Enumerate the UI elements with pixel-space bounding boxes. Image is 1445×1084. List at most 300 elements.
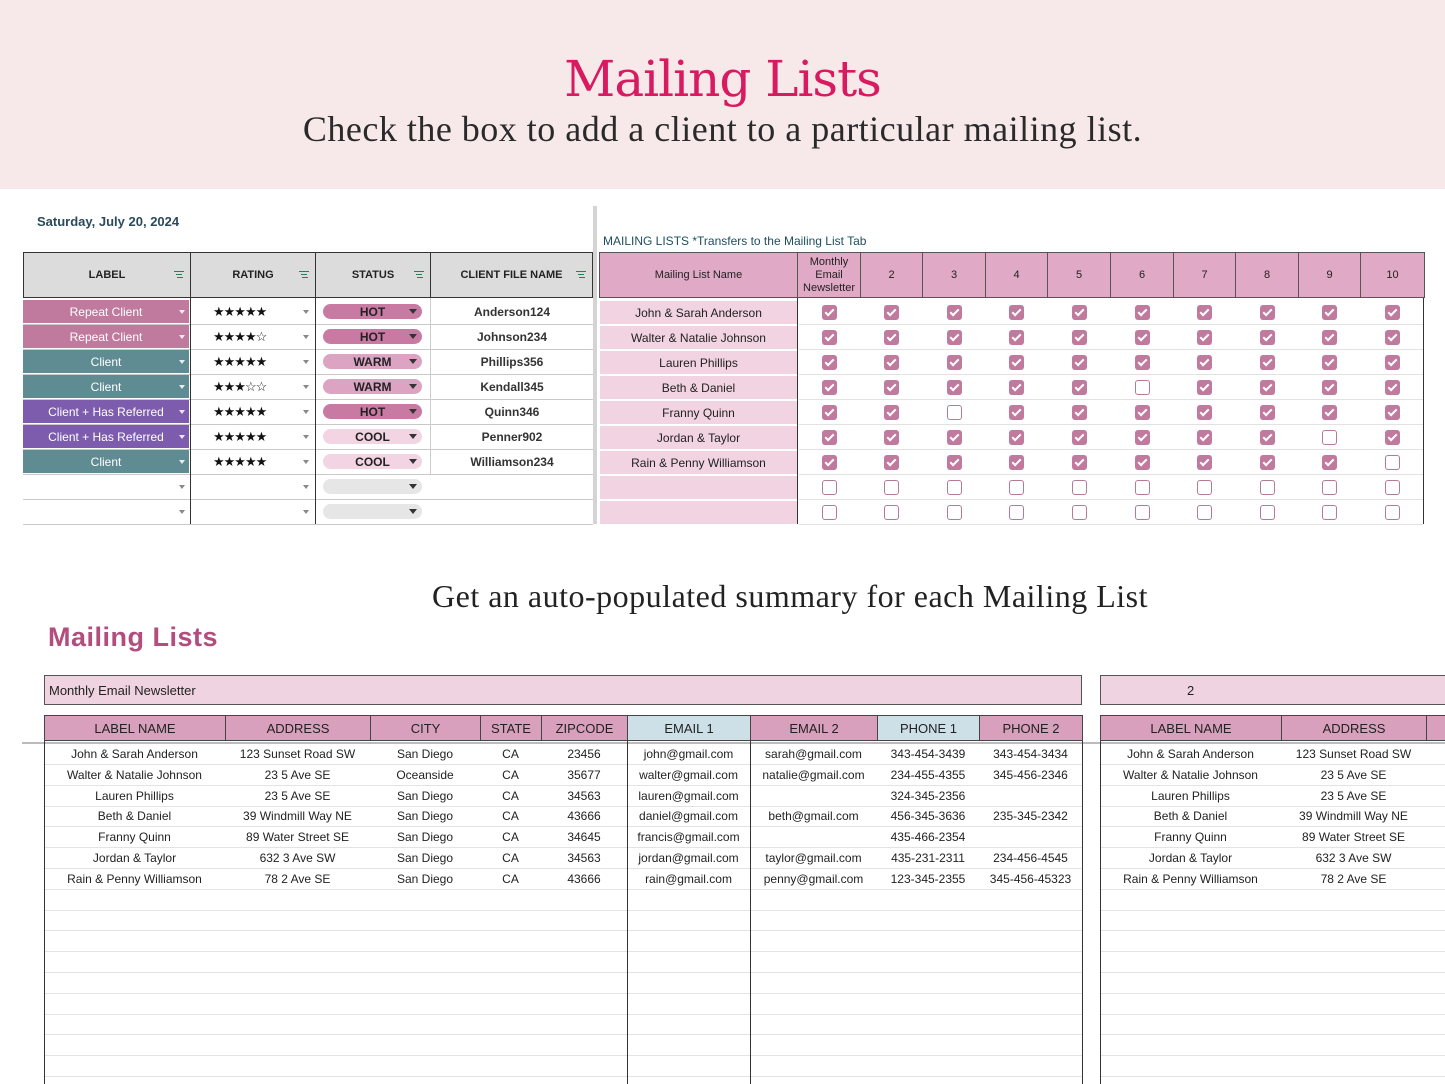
- list-name-box-2[interactable]: [1100, 675, 1445, 705]
- summary-cell-text: 123 Sunset Road SW: [1295, 747, 1412, 761]
- checkbox[interactable]: [1260, 480, 1275, 495]
- chevron-down-icon[interactable]: [409, 309, 417, 314]
- checkbox[interactable]: [1197, 505, 1212, 520]
- rating-cell[interactable]: [191, 425, 315, 448]
- checkbox[interactable]: [1385, 355, 1400, 370]
- column-divider: [797, 298, 798, 524]
- checkbox[interactable]: [1322, 455, 1337, 470]
- sheet-date: Saturday, July 20, 2024: [37, 214, 180, 229]
- checkbox[interactable]: [884, 355, 899, 370]
- checkbox[interactable]: [1197, 430, 1212, 445]
- checkbox[interactable]: [1072, 405, 1087, 420]
- summary-cell: [44, 806, 225, 826]
- summary-header-text: EMAIL 2: [789, 720, 839, 736]
- summary-cell: [979, 744, 1082, 764]
- list-header-9: [1298, 252, 1361, 298]
- checkbox[interactable]: [1322, 355, 1337, 370]
- summary-cell: [627, 786, 750, 806]
- checkbox[interactable]: [822, 330, 837, 345]
- label-cell[interactable]: [23, 500, 189, 523]
- list-header-text: Monthly Email Newsletter: [803, 255, 855, 294]
- checkbox[interactable]: [1322, 505, 1337, 520]
- label-cell[interactable]: [23, 450, 189, 473]
- checkbox[interactable]: [822, 305, 837, 320]
- table-row: [23, 375, 593, 400]
- list-header-text: 9: [1326, 268, 1333, 281]
- summary-cell: [541, 827, 627, 847]
- summary-cell: [225, 786, 370, 806]
- checkbox[interactable]: [1135, 380, 1150, 395]
- summary2-cell: [1281, 744, 1426, 764]
- summary2-cell: [1100, 786, 1281, 806]
- chevron-down-icon[interactable]: [409, 459, 417, 464]
- checkbox[interactable]: [822, 405, 837, 420]
- checkbox[interactable]: [1072, 330, 1087, 345]
- summary-cell-text: Rain & Penny Williamson: [67, 871, 202, 886]
- row-divider: [44, 889, 1082, 890]
- chevron-down-icon[interactable]: [179, 435, 185, 439]
- row-divider: [44, 951, 1082, 952]
- checkbox[interactable]: [884, 330, 899, 345]
- summary-cell-text: 23 5 Ave SE: [264, 788, 331, 803]
- chevron-down-icon[interactable]: [409, 409, 417, 414]
- checkbox[interactable]: [1135, 405, 1150, 420]
- checkbox[interactable]: [1072, 305, 1087, 320]
- checkbox[interactable]: [1135, 430, 1150, 445]
- summary-cell: [979, 786, 1082, 806]
- checkbox[interactable]: [1009, 330, 1024, 345]
- status-pill[interactable]: [323, 304, 422, 319]
- summary-header-text: CITY: [410, 720, 441, 736]
- checkbox[interactable]: [1322, 430, 1337, 445]
- checkbox[interactable]: [884, 380, 899, 395]
- column-divider: [190, 298, 191, 524]
- row-divider: [799, 349, 1423, 350]
- status-pill[interactable]: [323, 404, 422, 419]
- summary-cell-text: San Diego: [396, 809, 454, 824]
- label-cell[interactable]: [23, 300, 189, 323]
- row-divider: [1100, 1014, 1445, 1015]
- list-name-box-1[interactable]: [44, 675, 1082, 705]
- list-header-5: [1047, 252, 1111, 298]
- summary-header-state[interactable]: [480, 715, 542, 741]
- checkbox[interactable]: [947, 455, 962, 470]
- checkbox[interactable]: [947, 305, 962, 320]
- checkbox[interactable]: [1385, 380, 1400, 395]
- checkbox[interactable]: [1385, 405, 1400, 420]
- checkbox[interactable]: [1009, 505, 1024, 520]
- chevron-down-icon[interactable]: [179, 410, 185, 414]
- label-cell[interactable]: [23, 475, 189, 498]
- checkbox[interactable]: [947, 405, 962, 420]
- file-header[interactable]: [430, 252, 593, 298]
- chevron-down-icon[interactable]: [409, 334, 417, 339]
- summary2-cell: [1281, 765, 1426, 785]
- checkbox[interactable]: [1260, 305, 1275, 320]
- summary2-cell: [1281, 786, 1426, 806]
- summary-header-city[interactable]: [370, 715, 481, 741]
- summary-header-text: EMAIL 1: [664, 720, 714, 736]
- checkbox[interactable]: [1197, 355, 1212, 370]
- filter-icon[interactable]: [174, 271, 184, 279]
- checkbox[interactable]: [884, 480, 899, 495]
- row-divider: [1100, 930, 1445, 931]
- summary-cell: [627, 744, 750, 764]
- row-divider: [1100, 993, 1445, 994]
- checkbox[interactable]: [1385, 505, 1400, 520]
- checkbox[interactable]: [1322, 380, 1337, 395]
- summary-cell-text: San Diego: [396, 830, 454, 845]
- filter-icon[interactable]: [299, 271, 309, 279]
- label-header[interactable]: [23, 252, 191, 298]
- chevron-down-icon[interactable]: [179, 335, 185, 339]
- checkbox[interactable]: [947, 330, 962, 345]
- checkbox[interactable]: [1135, 355, 1150, 370]
- chevron-down-icon[interactable]: [179, 485, 185, 489]
- mailing-matrix-caption: MAILING LISTS *Transfers to the Mailing List Tab: [603, 234, 867, 248]
- checkbox[interactable]: [1260, 330, 1275, 345]
- checkbox[interactable]: [1009, 355, 1024, 370]
- row-divider: [44, 1014, 1082, 1015]
- checkbox[interactable]: [1322, 405, 1337, 420]
- checkbox[interactable]: [1009, 305, 1024, 320]
- chevron-down-icon[interactable]: [409, 384, 417, 389]
- checkbox[interactable]: [1260, 430, 1275, 445]
- label-text: Client: [90, 354, 122, 369]
- chevron-down-icon[interactable]: [409, 359, 417, 364]
- summary-cell-text: 89 Water Street SE: [1302, 830, 1405, 845]
- summary-cell: [627, 827, 750, 847]
- rating-cell[interactable]: [191, 450, 315, 473]
- summary-cell: [225, 765, 370, 785]
- checkbox[interactable]: [1072, 505, 1087, 520]
- checkbox[interactable]: [1197, 380, 1212, 395]
- summary-cell-text: San Diego: [396, 871, 454, 886]
- summary-cell-text: CA: [502, 871, 519, 886]
- checkbox[interactable]: [1072, 380, 1087, 395]
- summary2-cell: [1281, 869, 1426, 889]
- rating-stars: ★★★☆☆: [213, 378, 267, 394]
- rating-cell[interactable]: [191, 475, 315, 498]
- checkbox[interactable]: [822, 355, 837, 370]
- summary-cell-text: Beth & Daniel: [1153, 809, 1228, 824]
- summary-cell: [225, 869, 370, 889]
- row-divider: [799, 374, 1423, 375]
- checkbox[interactable]: [1260, 355, 1275, 370]
- status-text: HOT: [359, 329, 386, 344]
- checkbox[interactable]: [947, 505, 962, 520]
- status-pill[interactable]: [323, 329, 422, 344]
- checkbox[interactable]: [1072, 430, 1087, 445]
- checkbox[interactable]: [1135, 455, 1150, 470]
- summary-cell: [225, 744, 370, 764]
- mailing-name-text: Rain & Penny Williamson: [631, 455, 766, 470]
- summary2-cell: [1281, 827, 1426, 847]
- checkbox[interactable]: [1009, 405, 1024, 420]
- file-text: Penner902: [481, 429, 543, 444]
- checkbox[interactable]: [1009, 455, 1024, 470]
- row-divider: [1100, 910, 1445, 911]
- summary-cell: [370, 786, 480, 806]
- checkbox[interactable]: [1385, 330, 1400, 345]
- chevron-down-icon[interactable]: [303, 310, 309, 314]
- checkbox[interactable]: [1260, 380, 1275, 395]
- chevron-down-icon[interactable]: [179, 310, 185, 314]
- checkbox[interactable]: [884, 405, 899, 420]
- label-text: Client + Has Referred: [48, 429, 164, 444]
- summary-cell: [225, 848, 370, 868]
- filter-icon[interactable]: [576, 271, 586, 279]
- status-pill[interactable]: [323, 479, 422, 494]
- summary-header-text: PHONE 2: [1002, 720, 1060, 736]
- summary-cell-text: 435-231-2311: [891, 851, 965, 865]
- checkbox[interactable]: [1385, 455, 1400, 470]
- summary-cell-text: jordan@gmail.com: [638, 851, 739, 865]
- status-pill[interactable]: [323, 504, 422, 519]
- chevron-down-icon[interactable]: [303, 460, 309, 464]
- summary-cell: [979, 869, 1082, 889]
- label-cell[interactable]: [23, 325, 189, 348]
- chevron-down-icon[interactable]: [179, 510, 185, 514]
- chevron-down-icon[interactable]: [303, 435, 309, 439]
- checkbox[interactable]: [1385, 305, 1400, 320]
- summary-cell-text: 345-456-45323: [989, 871, 1072, 886]
- rating-stars: ★★★★★: [213, 453, 267, 469]
- label-cell[interactable]: [23, 350, 189, 373]
- summary-cell-text: rain@gmail.com: [645, 871, 732, 886]
- summary-cell-text: CA: [502, 830, 519, 845]
- checkbox[interactable]: [1322, 480, 1337, 495]
- chevron-down-icon[interactable]: [303, 335, 309, 339]
- summary-cell: [480, 786, 541, 806]
- list-header-3: [922, 252, 986, 298]
- summary-header-zipcode[interactable]: [541, 715, 628, 741]
- list-header-2: [860, 252, 923, 298]
- chevron-down-icon[interactable]: [409, 434, 417, 439]
- summary-header-text: STATE: [491, 720, 531, 736]
- summary-cell-text: Rain & Penny Williamson: [1123, 871, 1258, 886]
- list-header-text: 4: [1013, 268, 1020, 281]
- status-pill[interactable]: [323, 429, 422, 444]
- chevron-down-icon[interactable]: [179, 460, 185, 464]
- mailing-name-text: Walter & Natalie Johnson: [631, 330, 766, 345]
- rating-header[interactable]: [190, 252, 316, 298]
- label-text: Client + Has Referred: [48, 404, 164, 419]
- chevron-down-icon[interactable]: [303, 385, 309, 389]
- chevron-down-icon[interactable]: [179, 360, 185, 364]
- summary-cell-text: 324-345-2356: [890, 788, 966, 803]
- mailing-name-header-text: Mailing List Name: [654, 268, 743, 281]
- summary-cell-text: 34563: [567, 851, 601, 865]
- checkbox[interactable]: [1009, 430, 1024, 445]
- summary-header-address[interactable]: [225, 715, 371, 741]
- frozen-divider: [593, 206, 597, 524]
- label-header-text: LABEL: [88, 269, 126, 281]
- chevron-down-icon[interactable]: [409, 484, 417, 489]
- summary-cell: [750, 848, 877, 868]
- label-cell[interactable]: [23, 375, 189, 398]
- summary-header-text: PHONE 1: [899, 720, 958, 736]
- chevron-down-icon[interactable]: [303, 360, 309, 364]
- status-header-text: STATUS: [351, 269, 395, 281]
- summary-cell-text: Jordan & Taylor: [1148, 851, 1233, 865]
- summary-header-phone-1[interactable]: [877, 715, 980, 741]
- label-cell[interactable]: [23, 400, 189, 423]
- checkbox[interactable]: [1197, 455, 1212, 470]
- checkbox[interactable]: [1322, 305, 1337, 320]
- chevron-down-icon[interactable]: [409, 509, 417, 514]
- rating-cell[interactable]: [191, 375, 315, 398]
- summary-header-label-name[interactable]: [44, 715, 226, 741]
- checkbox[interactable]: [1072, 355, 1087, 370]
- summary-cell: [877, 806, 979, 826]
- row-divider: [23, 524, 593, 525]
- mailing-name-cell: [600, 351, 797, 374]
- summary-cell: [627, 806, 750, 826]
- chevron-down-icon[interactable]: [303, 510, 309, 514]
- mailing-name-cell: [600, 426, 797, 449]
- checkbox[interactable]: [1385, 480, 1400, 495]
- status-text: HOT: [359, 304, 386, 319]
- summary-header-text: ADDRESS: [1322, 720, 1386, 736]
- checkbox[interactable]: [1009, 480, 1024, 495]
- summary-cell: [370, 848, 480, 868]
- summary2-header-label-name[interactable]: [1100, 715, 1282, 741]
- summary-cell-text: taylor@gmail.com: [765, 851, 862, 865]
- summary-cell: [370, 827, 480, 847]
- file-cell: [431, 375, 593, 398]
- table-row: [23, 475, 593, 500]
- checkbox[interactable]: [1197, 405, 1212, 420]
- row-divider: [1100, 1076, 1445, 1077]
- summary-cell: [877, 848, 979, 868]
- rating-cell[interactable]: [191, 500, 315, 523]
- checkbox[interactable]: [1009, 380, 1024, 395]
- checkbox[interactable]: [884, 455, 899, 470]
- checkbox[interactable]: [947, 355, 962, 370]
- checkbox[interactable]: [884, 305, 899, 320]
- checkbox[interactable]: [1197, 305, 1212, 320]
- checkbox[interactable]: [947, 380, 962, 395]
- summary-title: Get an auto-populated summary for each Mailing List: [432, 578, 1148, 614]
- summary-cell: [370, 765, 480, 785]
- checkbox[interactable]: [1072, 455, 1087, 470]
- checkbox[interactable]: [1385, 430, 1400, 445]
- checkbox[interactable]: [1260, 455, 1275, 470]
- summary-cell: [370, 806, 480, 826]
- chevron-down-icon[interactable]: [179, 385, 185, 389]
- summary-cell-text: Walter & Natalie Johnson: [1123, 767, 1258, 782]
- summary-cell-text: 123-345-2355: [890, 871, 966, 886]
- checkbox[interactable]: [947, 430, 962, 445]
- list-header-4: [985, 252, 1048, 298]
- checkbox[interactable]: [822, 505, 837, 520]
- summary-cell-text: 343-454-3439: [890, 747, 966, 761]
- rating-cell[interactable]: [191, 350, 315, 373]
- summary-cell: [370, 869, 480, 889]
- checkbox[interactable]: [884, 430, 899, 445]
- label-cell[interactable]: [23, 425, 189, 448]
- checkbox[interactable]: [822, 430, 837, 445]
- mailing-name-header: [599, 252, 798, 298]
- checkbox[interactable]: [947, 480, 962, 495]
- mailing-name-cell: [600, 501, 797, 524]
- row-divider: [44, 1034, 1082, 1035]
- summary-header-email-1[interactable]: [627, 715, 751, 741]
- checkbox[interactable]: [822, 455, 837, 470]
- table-row: [23, 325, 593, 350]
- checkbox[interactable]: [1135, 330, 1150, 345]
- checkbox[interactable]: [1135, 480, 1150, 495]
- file-cell: [431, 500, 593, 523]
- summary-cell: [750, 786, 877, 806]
- checkbox[interactable]: [884, 505, 899, 520]
- list-name-1: Monthly Email Newsletter: [49, 682, 196, 698]
- summary-cell-text: walter@gmail.com: [639, 767, 738, 782]
- summary-cell: [541, 806, 627, 826]
- summary-cell: [480, 806, 541, 826]
- status-pill[interactable]: [323, 454, 422, 469]
- list-header-text: 3: [950, 268, 958, 281]
- rating-cell[interactable]: [191, 400, 315, 423]
- checkbox[interactable]: [1197, 480, 1212, 495]
- status-text: COOL: [355, 454, 390, 469]
- summary-header-phone-2[interactable]: [979, 715, 1083, 741]
- status-pill[interactable]: [323, 354, 422, 369]
- file-text: Anderson124: [473, 304, 551, 319]
- summary-cell: [750, 827, 877, 847]
- row-divider: [44, 993, 1082, 994]
- rating-cell[interactable]: [191, 325, 315, 348]
- summary-cell: [480, 848, 541, 868]
- row-divider: [799, 399, 1423, 400]
- file-text: Kendall345: [480, 379, 544, 394]
- summary2-header-address[interactable]: [1281, 715, 1427, 741]
- checkbox[interactable]: [1072, 480, 1087, 495]
- checkbox[interactable]: [1260, 405, 1275, 420]
- status-header[interactable]: [315, 252, 431, 298]
- list-header-text: 7: [1201, 268, 1208, 281]
- checkbox[interactable]: [822, 480, 837, 495]
- status-pill[interactable]: [323, 379, 422, 394]
- rating-cell[interactable]: [191, 300, 315, 323]
- table-row: [23, 350, 593, 375]
- chevron-down-icon[interactable]: [303, 485, 309, 489]
- checkbox[interactable]: [822, 380, 837, 395]
- summary-header-email-2[interactable]: [750, 715, 878, 741]
- checkbox[interactable]: [1135, 305, 1150, 320]
- table-row: [23, 425, 593, 450]
- file-text: Johnson234: [476, 329, 548, 344]
- summary-cell: [750, 806, 877, 826]
- status-text: WARM: [353, 379, 392, 394]
- checkbox[interactable]: [1260, 505, 1275, 520]
- checkbox[interactable]: [1197, 330, 1212, 345]
- table-row: [23, 450, 593, 475]
- summary-cell-text: 345-456-2346: [993, 767, 1068, 782]
- chevron-down-icon[interactable]: [303, 410, 309, 414]
- summary2-cell: [1100, 827, 1281, 847]
- hero-banner: [0, 0, 1445, 189]
- checkbox[interactable]: [1322, 330, 1337, 345]
- summary-cell: [877, 786, 979, 806]
- summary-cell: [370, 744, 480, 764]
- checkbox[interactable]: [1135, 505, 1150, 520]
- row-divider: [44, 1055, 1082, 1056]
- label-text: Repeat Client: [69, 329, 143, 344]
- summary-cell-text: 23 5 Ave SE: [264, 767, 331, 782]
- filter-icon[interactable]: [414, 271, 424, 279]
